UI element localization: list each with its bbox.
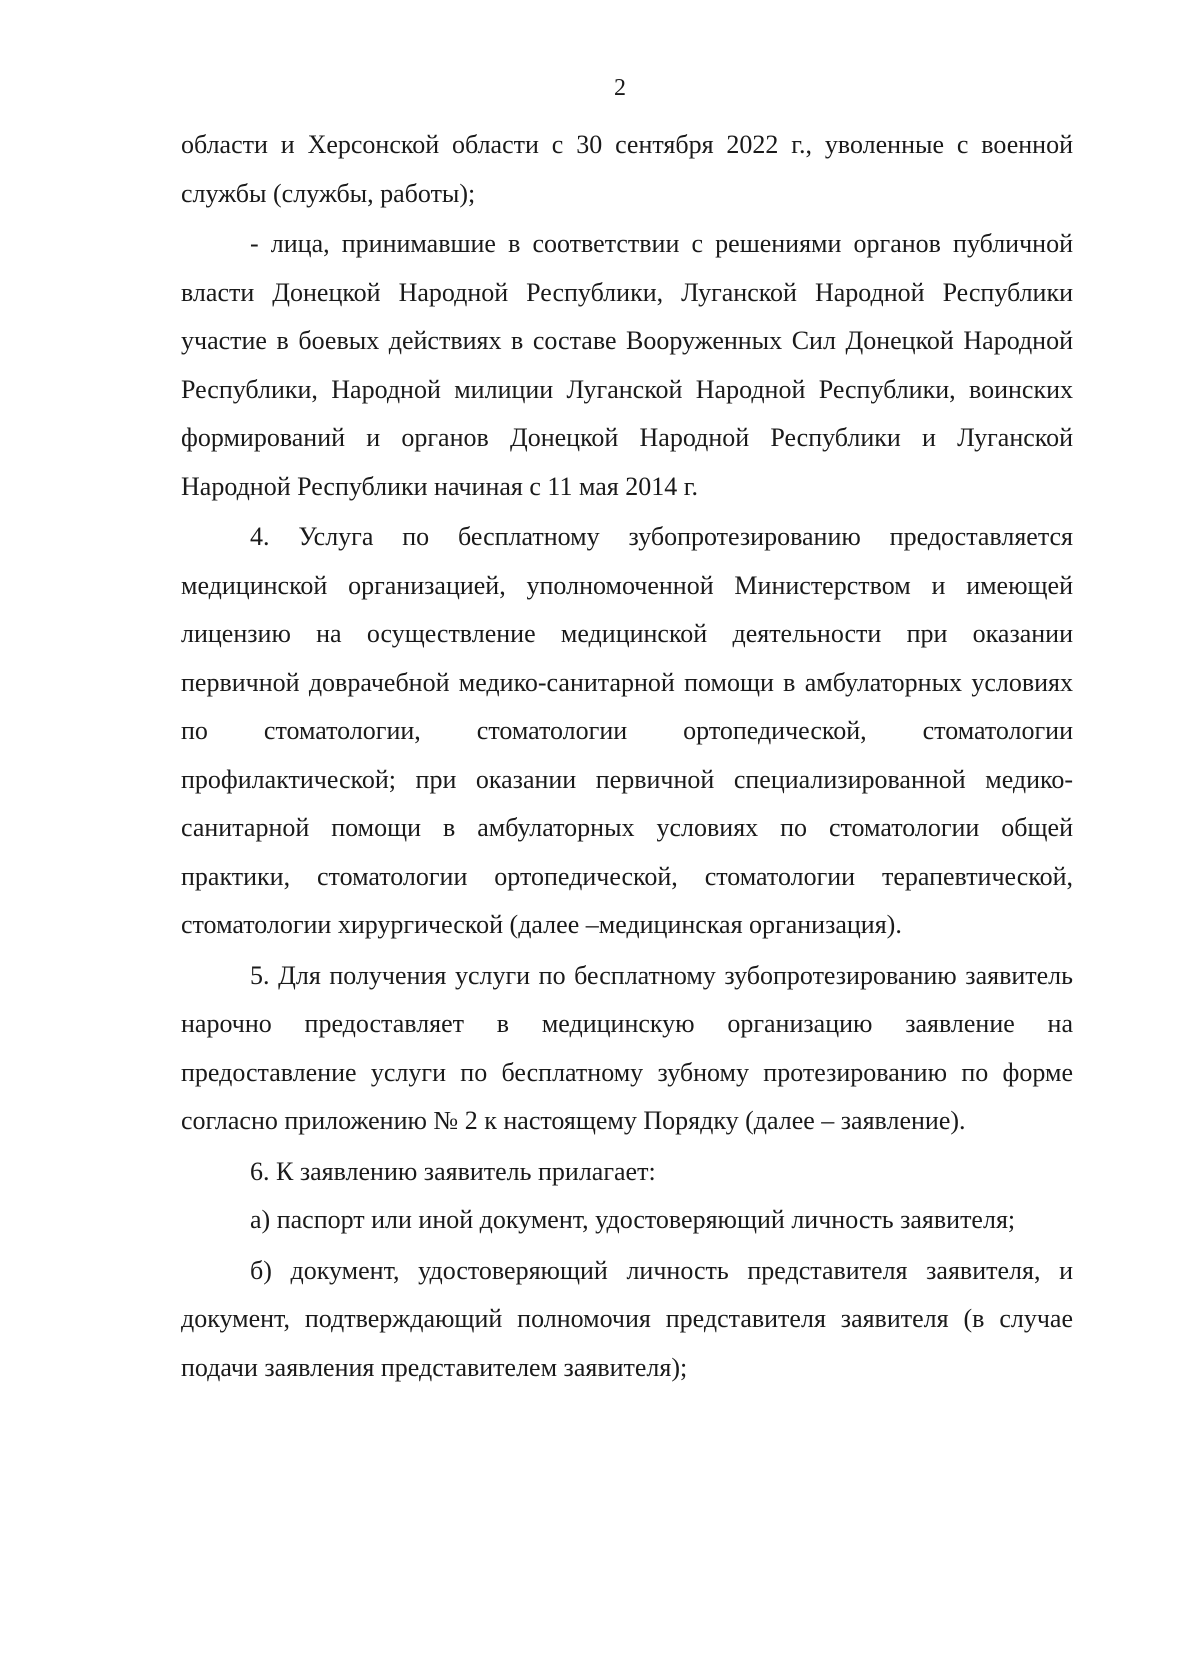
paragraph-item-4: 4. Услуга по бесплатному зубопротезированию предоставляется медицинской организацией, уполномоченной Министерством и имеющей лицензию на осуществление медицинской деятельности при оказании первичной доврачебной медико-санитарной помощи в амбулаторных условиях по стоматологии, стоматологии ортопедической, стоматологии профилактической; при оказании первичной специализированной медико-санитарной помощи в амбулаторных условиях по стоматологии общей практики, стоматологии ортопедической, стоматологии терапевтической, стоматологии хирургической (далее –медицинская организация). bbox=[181, 522, 1073, 939]
paragraph-continuation: области и Херсонской области с 30 сентября 2022 г., уволенные с военной службы (службы, работы); bbox=[181, 130, 1073, 208]
paragraph-list-item-dnr-lnr: - лица, принимавшие в соответствии с решениями органов публичной власти Донецкой Народной Республики, Луганской Народной Республики участие в боевых действиях в составе Вооруженных Сил Донецкой Народной Республики, Народной милиции Луганской Народной Республики, воинских формирований и органов Донецкой Народной Республики и Луганской Народной Республики начиная с 11 мая 2014 г. bbox=[181, 229, 1073, 501]
page-number: 2 bbox=[614, 75, 626, 101]
paragraph-item-6: 6. К заявлению заявитель прилагает: bbox=[250, 1156, 656, 1186]
document-body bbox=[181, 121, 1073, 1392]
paragraph-item-6b: б) документ, удостоверяющий личность представителя заявителя, и документ, подтверждающий полномочия представителя заявителя (в случае подачи заявления представителем заявителя); bbox=[181, 1255, 1073, 1382]
paragraph-item-6a: а) паспорт или иной документ, удостоверяющий личность заявителя; bbox=[250, 1205, 1016, 1234]
paragraph-item-5: 5. Для получения услуги по бесплатному зубопротезированию заявитель нарочно предоставляет в медицинскую организацию заявление на предоставление услуги по бесплатному зубному протезированию по форме согласно приложению № 2 к настоящему Порядку (далее – заявление). bbox=[181, 960, 1073, 1135]
